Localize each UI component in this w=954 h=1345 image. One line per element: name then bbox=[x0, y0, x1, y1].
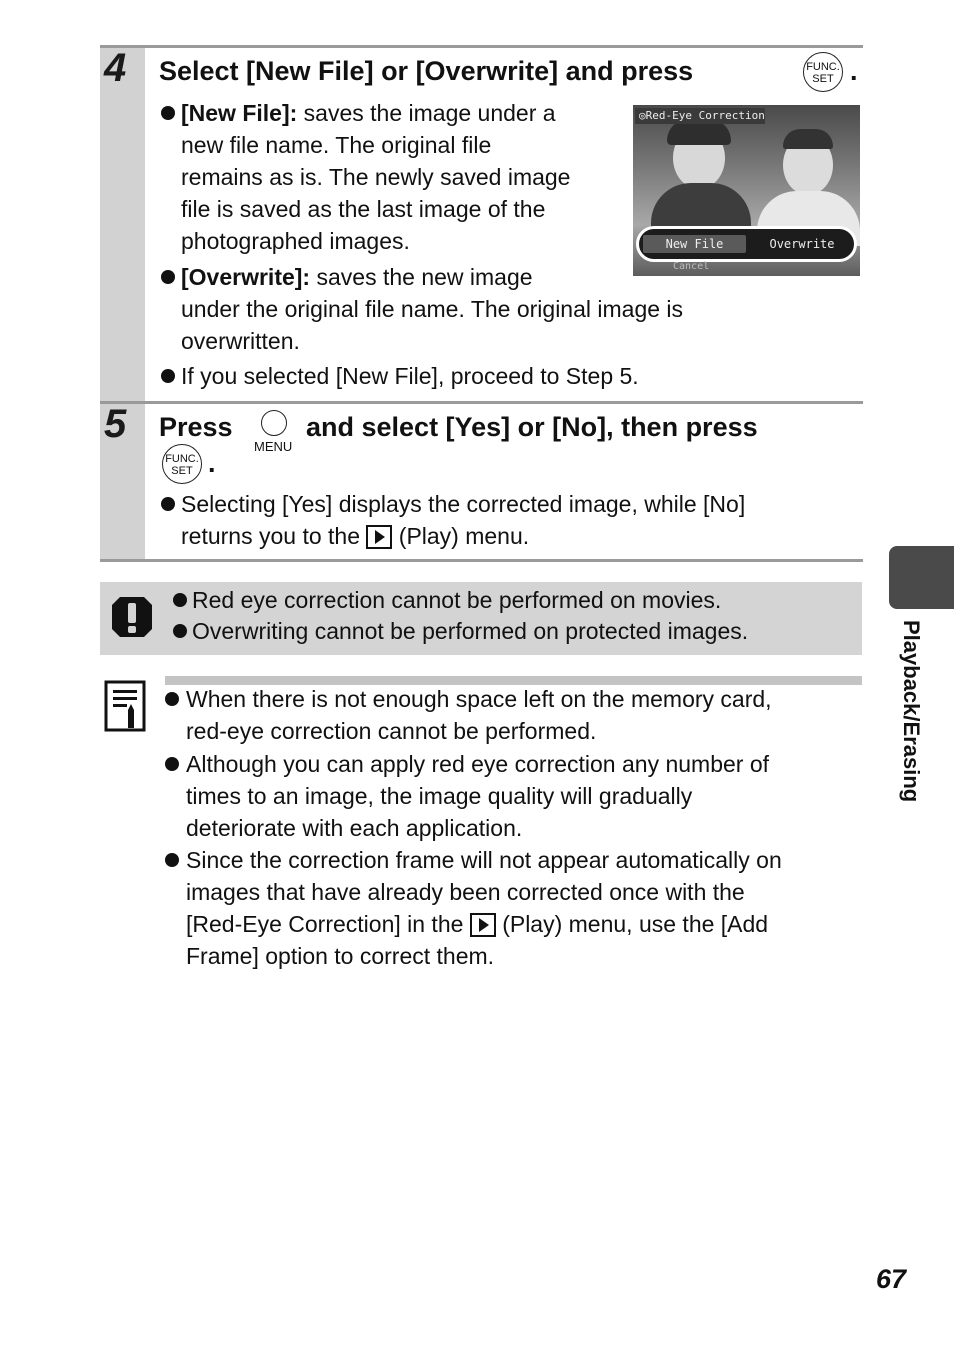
option-cancel[interactable]: Cancel bbox=[673, 261, 710, 272]
option-overwrite[interactable]: Overwrite bbox=[769, 237, 835, 251]
section-tab bbox=[889, 546, 954, 609]
bullet bbox=[165, 853, 179, 867]
memo-icon bbox=[104, 680, 146, 734]
step-4-heading-period: . bbox=[850, 56, 858, 86]
step-4-heading: Select [New File] or [Overwrite] and press bbox=[159, 56, 694, 86]
red-eye-icon: ◎ bbox=[639, 109, 646, 122]
new-file-description: [New File]: saves the image under a new file name. The original file remains as is. The newly saved image file is saved as the last image of the photographed images. bbox=[181, 100, 571, 254]
yes-no-description: Selecting [Yes] displays the corrected image, while [No] returns you to the (Play) menu. bbox=[181, 491, 746, 549]
bullet bbox=[165, 757, 179, 771]
proceed-note: If you selected [New File], proceed to Step 5. bbox=[181, 363, 639, 389]
page-number: 67 bbox=[876, 1264, 907, 1294]
screen-title: ◎Red-Eye Correction bbox=[635, 108, 765, 124]
bullet bbox=[165, 692, 179, 706]
func-set-icon: FUNC. SET bbox=[162, 444, 202, 484]
bullet bbox=[173, 624, 187, 638]
step-5-heading-period: . bbox=[208, 448, 216, 478]
bullet bbox=[161, 106, 175, 120]
option-bar bbox=[636, 226, 857, 262]
func-set-icon: FUNC. SET bbox=[803, 52, 843, 92]
step-5-heading: and select [Yes] or [No], then press bbox=[306, 412, 758, 442]
step-5-heading-press: Press bbox=[159, 412, 233, 442]
play-icon bbox=[470, 913, 496, 937]
menu-label: MENU bbox=[254, 439, 293, 454]
step-5-number: 5 bbox=[104, 402, 127, 446]
section-label: Playback/Erasing bbox=[899, 620, 924, 803]
note-memory-card: When there is not enough space left on the memory card, red-eye correction cannot be performed. bbox=[186, 686, 772, 744]
note-quality: Although you can apply red eye correction any number of times to an image, the image quality will gradually deteriorate with each application. bbox=[186, 751, 770, 841]
step-divider bbox=[100, 401, 863, 404]
bullet bbox=[173, 593, 187, 607]
overwrite-description: [Overwrite]: saves the new image under the original file name. The original image is overwritten. bbox=[181, 264, 684, 354]
caution-text: Overwriting cannot be performed on protected images. bbox=[192, 618, 749, 644]
caution-text: Red eye correction cannot be performed on movies. bbox=[192, 587, 722, 613]
camera-screen-screenshot bbox=[633, 105, 860, 276]
bullet bbox=[161, 369, 175, 383]
bullet bbox=[161, 497, 175, 511]
bullet bbox=[161, 270, 175, 284]
note-add-frame: Since the correction frame will not appear automatically on images that have already been corrected once with the [Red-Eye Correction] in the (Play) menu, use the [Add Frame] option to correct them. bbox=[186, 847, 782, 969]
person-right-hair bbox=[783, 129, 833, 149]
step-4-number: 4 bbox=[104, 46, 127, 90]
play-icon bbox=[366, 525, 392, 549]
menu-button-icon bbox=[261, 410, 287, 436]
option-new-file[interactable]: New File bbox=[643, 235, 746, 253]
caution-icon bbox=[110, 595, 154, 639]
